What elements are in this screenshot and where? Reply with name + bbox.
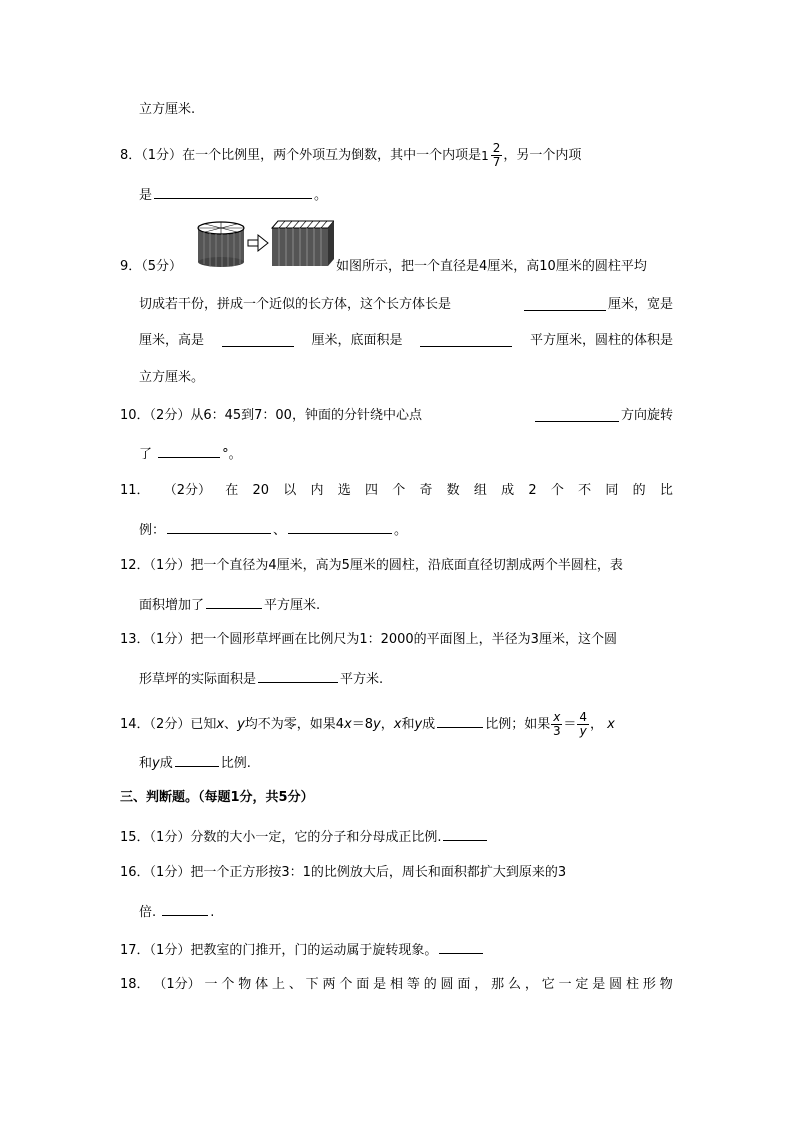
spread-word: 内 — [310, 483, 324, 498]
question-number: 8． — [120, 148, 142, 163]
spread-word: 的 — [632, 483, 646, 498]
spread-word: 个 — [339, 977, 353, 992]
spread-word: ， — [524, 977, 538, 992]
arrow-right-icon — [248, 235, 268, 251]
question-number: 9． — [120, 259, 142, 274]
question-number: 17． — [120, 943, 150, 958]
section-heading: 三、判断题。（每题1分，共5分） — [120, 790, 314, 805]
question-13-line1: 13．（1分）把一个圆形草坪画在比例尺为1：2000的平面图上，半径为3厘米，这个圆 — [120, 632, 617, 647]
question-number: 16． — [120, 865, 150, 880]
spread-word: 圆 — [609, 977, 623, 992]
spread-word: 面 — [457, 977, 471, 992]
spread-word: 20 — [252, 483, 270, 498]
question-10-line2: 了 °。 — [139, 443, 242, 464]
answer-blank[interactable] — [154, 184, 312, 199]
question-number: 11． — [120, 483, 150, 498]
spread-word: 两 — [322, 977, 336, 992]
answer-blank[interactable] — [222, 332, 294, 347]
question-9-line3: 厘米，高是 厘米，底面积是 平方厘米，圆柱的体积是 — [139, 333, 673, 348]
spread-word: ， — [474, 977, 488, 992]
spread-word: 等 — [406, 977, 420, 992]
spread-word: 相 — [389, 977, 403, 992]
question-10-line1: 10．（2分）从6：45到7：00，钟面的分针绕中心点 方向旋转 — [120, 408, 673, 423]
spread-word: 物 — [659, 977, 673, 992]
spread-word: 比 — [659, 483, 673, 498]
spread-word: 的 — [423, 977, 437, 992]
spread-word: 2 — [528, 483, 537, 498]
question-score: （1分） — [149, 632, 191, 647]
question-number: 10． — [120, 408, 150, 423]
fraction-x-over-3: $\frac{x}{3}$ — [552, 710, 561, 738]
spread-word: 柱 — [626, 977, 640, 992]
answer-blank[interactable] — [420, 332, 512, 347]
question-number: 12． — [120, 558, 150, 573]
question-number: 13． — [120, 632, 150, 647]
spread-word: 一 — [204, 977, 218, 992]
answer-blank[interactable] — [437, 713, 483, 728]
answer-blank[interactable] — [258, 668, 338, 683]
question-12-line1: 12．（1分）把一个直径为4厘米，高为5厘米的圆柱，沿底面直径切割成两个半圆柱，表 — [120, 558, 623, 573]
answer-blank[interactable] — [524, 296, 606, 311]
answer-blank[interactable] — [288, 519, 392, 534]
question-9-text: 如图所示，把一个直径是4厘米，高10厘米的圆柱平均 — [336, 259, 647, 274]
spread-word: 在 — [225, 483, 239, 498]
spread-word: 形 — [642, 977, 656, 992]
question-13-line2: 形草坪的实际面积是 平方米. — [139, 668, 383, 689]
question-14-line1: 14．（2分）已知x、y均不为零，如果4x＝8y，x和y成 比例；如果 $\frac{x}{3}$ ＝ $\frac{4}{y}$ ， x — [120, 710, 615, 738]
question-9-line2: 切成若干份，拼成一个近似的长方体，这个长方体长是 厘米，宽是 — [139, 297, 673, 312]
question-9-line1 — [120, 258, 182, 276]
answer-blank[interactable] — [443, 826, 487, 841]
spread-word: 上 — [271, 977, 285, 992]
spread-word: 下 — [305, 977, 319, 992]
answer-blank[interactable] — [175, 752, 219, 767]
question-score: （1分） — [141, 148, 183, 163]
spread-word: 个 — [550, 483, 564, 498]
question-8-line1: 8．（1分）在一个比例里，两个外项互为倒数，其中一个内项是 1 $\frac{2}{7}$ ，另一个内项 — [120, 141, 582, 169]
spread-word: 成 — [501, 483, 515, 498]
question-16-line2: 倍. . — [139, 901, 214, 922]
answer-blank[interactable] — [439, 939, 483, 954]
fraction-4-over-y: $\frac{4}{y}$ — [579, 710, 587, 738]
spread-word: 、 — [288, 977, 302, 992]
cylinder-figure — [198, 222, 244, 267]
question-15: 15．（1分）分数的大小一定，它的分子和分母成正比例. — [120, 826, 489, 847]
spread-word: 是 — [373, 977, 387, 992]
spread-word: 定 — [575, 977, 589, 992]
question-score: （2分） — [163, 483, 212, 498]
answer-blank[interactable] — [167, 519, 271, 534]
spread-word: 个 — [392, 483, 406, 498]
spread-word: 它 — [541, 977, 555, 992]
spread-word: 一 — [558, 977, 572, 992]
question-score: （2分） — [149, 717, 191, 732]
answer-blank[interactable] — [162, 901, 208, 916]
cylinder-to-cuboid-figure — [196, 218, 334, 268]
question-18-line1 — [120, 976, 673, 994]
question-number: 18． — [120, 977, 150, 992]
spread-word: 组 — [473, 483, 487, 498]
spread-word: 四 — [364, 483, 378, 498]
question-score: （5分） — [141, 259, 183, 274]
spread-word: 物 — [238, 977, 252, 992]
question-12-line2: 面积增加了 平方厘米. — [139, 594, 320, 615]
question-score: （1分） — [149, 865, 191, 880]
cuboid-figure — [272, 221, 334, 266]
spread-word: 奇 — [419, 483, 433, 498]
question-number: 14． — [120, 717, 150, 732]
question-score: （1分） — [153, 977, 201, 992]
question-11-line2: 例： 、 。 — [139, 519, 407, 540]
spread-word: 同 — [605, 483, 619, 498]
mixed-fraction: 1 $\frac{2}{7}$ — [481, 141, 501, 169]
spread-word: 体 — [255, 977, 269, 992]
question-score: （1分） — [149, 558, 191, 573]
answer-blank[interactable] — [206, 594, 262, 609]
q7-tail: 立方厘米. — [139, 102, 196, 117]
spread-word: 么 — [507, 977, 521, 992]
spread-word: 选 — [337, 483, 351, 498]
spread-word: 以 — [283, 483, 297, 498]
question-score: （1分） — [149, 943, 191, 958]
question-number: 15． — [120, 830, 150, 845]
spread-word: 个 — [221, 977, 235, 992]
spread-word: 圆 — [440, 977, 454, 992]
question-16-line1: 16．（1分）把一个正方形按3：1的比例放大后，周长和面积都扩大到原来的3 — [120, 865, 567, 880]
question-score: （2分） — [149, 408, 191, 423]
spread-word: 面 — [356, 977, 370, 992]
question-8-line2: 是 。 — [139, 184, 327, 205]
spread-word: 不 — [578, 483, 592, 498]
question-11-line1 — [120, 482, 673, 500]
question-17: 17．（1分）把教室的门推开，门的运动属于旋转现象。 — [120, 939, 485, 960]
question-9-line4: 立方厘米。 — [139, 370, 205, 385]
spread-word: 那 — [491, 977, 505, 992]
answer-blank[interactable] — [158, 443, 220, 458]
question-14-line2: 和y成 比例. — [139, 752, 251, 773]
answer-blank[interactable] — [535, 407, 619, 422]
spread-word: 是 — [592, 977, 606, 992]
question-score: （1分） — [149, 830, 191, 845]
spread-word: 数 — [446, 483, 460, 498]
